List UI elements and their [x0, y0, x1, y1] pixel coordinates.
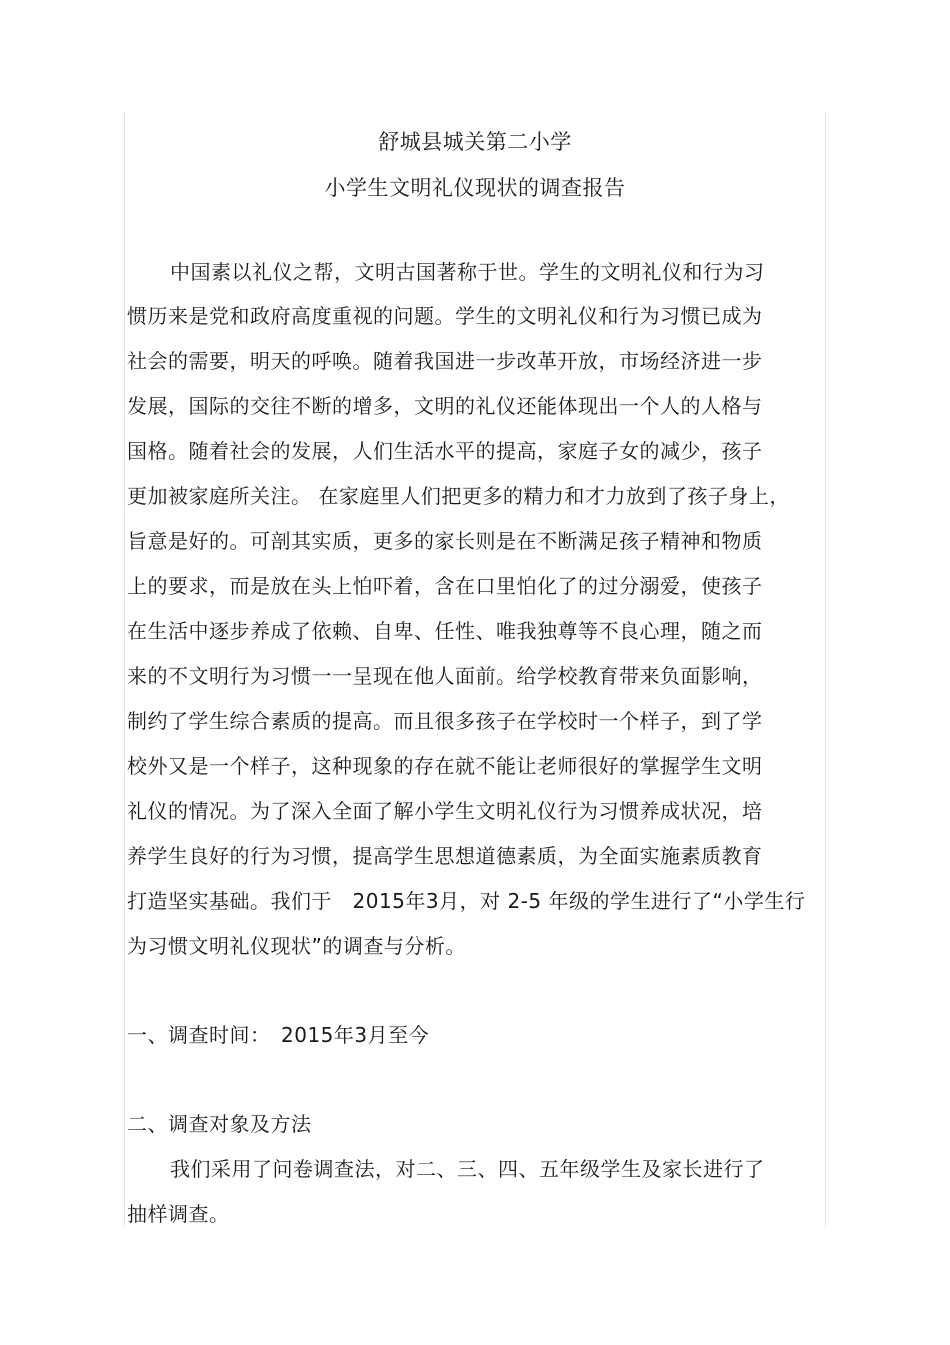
- intro-line: 上的要求，而是放在头上怕吓着，含在口里怕化了的过分溺爱，使孩子: [127, 574, 763, 598]
- intro-line: 发展，国际的交往不断的增多，文明的礼仪还能体现出一个人的人格与: [127, 394, 763, 418]
- report-title: 小学生文明礼仪现状的调查报告: [324, 176, 626, 200]
- intro-line: 惯历来是党和政府高度重视的问题。学生的文明礼仪和行为习惯已成为: [127, 304, 763, 328]
- intro-line: 制约了学生综合素质的提高。而且很多孩子在学校时一个样子，到了学: [127, 709, 763, 733]
- section-body-line: 我们采用了问卷调查法，对二、三、四、五年级学生及家长进行了: [170, 1157, 765, 1181]
- intro-line: 社会的需要，明天的呼唤。随着我国进一步改革开放，市场经济进一步: [127, 349, 763, 373]
- school-title: 舒城县城关第二小学: [378, 130, 572, 154]
- intro-line: 更加被家庭所关注。 在家庭里人们把更多的精力和才力放到了孩子身上，: [127, 484, 790, 508]
- intro-line: 养学生良好的行为习惯，提高学生思想道德素质，为全面实施素质教育: [127, 844, 763, 868]
- section-heading-survey-subjects: 二、调查对象及方法: [127, 1112, 312, 1136]
- intro-line: 来的不文明行为习惯一一呈现在他人面前。给学校教育带来负面影响，: [127, 664, 763, 688]
- section-body-line: 抽样调查。: [127, 1202, 230, 1226]
- intro-line: 旨意是好的。可剖其实质，更多的家长则是在不断满足孩子精神和物质: [127, 529, 763, 553]
- intro-line: 中国素以礼仪之帮，文明古国著称于世。学生的文明礼仪和行为习: [170, 260, 765, 284]
- intro-line: 国格。随着社会的发展，人们生活水平的提高，家庭子女的减少，孩子: [127, 439, 763, 463]
- intro-line: 礼仪的情况。为了深入全面了解小学生文明礼仪行为习惯养成状况，培: [127, 799, 763, 823]
- intro-line: 校外又是一个样子，这种现象的存在就不能让老师很好的掌握学生文明: [127, 754, 763, 778]
- intro-line: 为习惯文明礼仪现状”的调查与分析。: [127, 934, 466, 958]
- section-heading-survey-time: 一、调查时间： 2015年3月至今: [127, 1023, 430, 1047]
- intro-line: 打造坚实基础。我们于 2015年3月，对 2-5 年级的学生进行了“小学生行: [127, 889, 806, 913]
- intro-line: 在生活中逐步养成了依赖、自卑、任性、唯我独尊等不良心理，随之而: [127, 619, 763, 643]
